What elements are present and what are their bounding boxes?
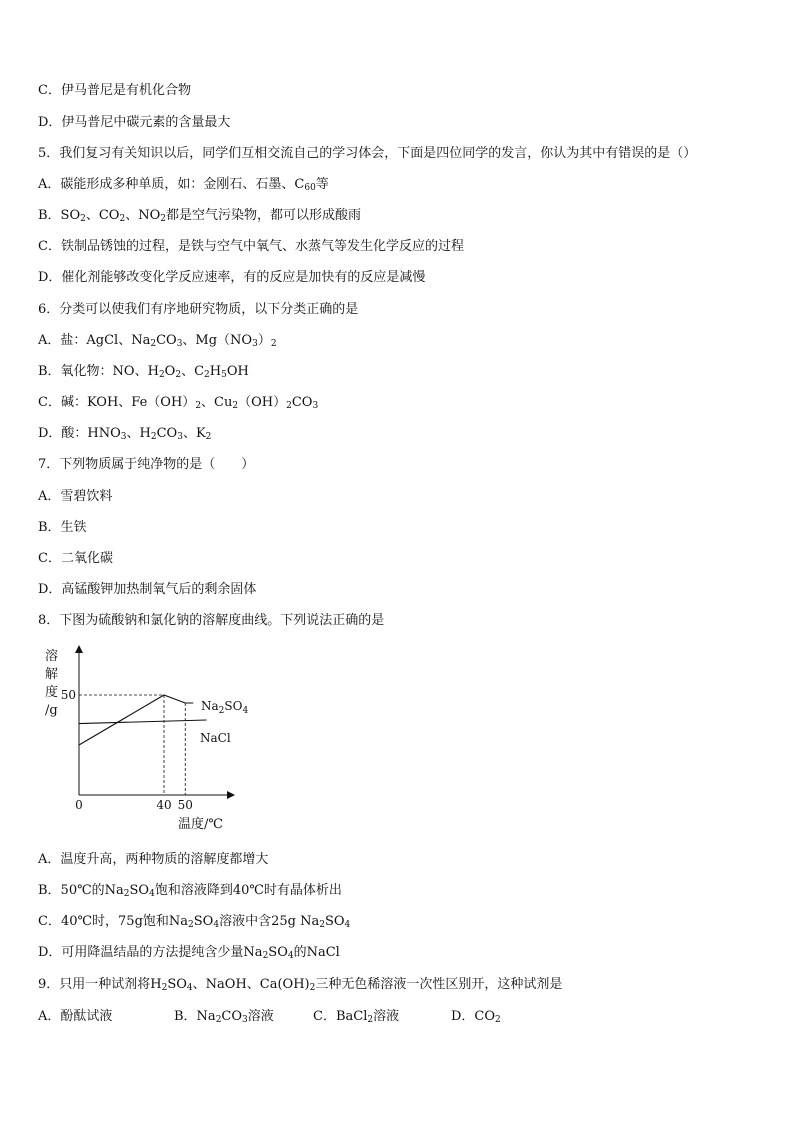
x-tick-label: 50 [177,798,193,812]
q8-option-d: D．可用降温结晶的方法提纯含少量$Na_2SO_4$的NaCl [38,945,340,961]
y-axis-label-char: 溶 [45,649,59,664]
q4-option-c: C．伊马普尼是有机化合物 [38,83,191,98]
q4-option-d: D．伊马普尼中碳元素的含量最大 [38,115,231,130]
question-6: 6．分类可以使我们有序地研究物质，以下分类正确的是 [38,302,359,317]
y-axis-label-char: /g [45,703,58,718]
q7-option-a: A．雪碧饮料 [38,489,113,504]
x-tick-label: 0 [75,798,83,812]
q6-option-d: D．酸：$HNO_3$、$H_2CO_3$、$K_2$ [38,426,212,442]
curves [79,695,207,745]
q9-option-a: A．酚酞试液 [38,1009,113,1024]
solubility-chart [38,645,258,837]
q6-option-a: A．盐：AgCl、$Na_2CO_3$、$Mg(NO_3)_2$ [38,333,277,349]
y-axis-label-char: 解 [45,667,59,682]
question-8: 8．下图为硫酸钠和氯化钠的溶解度曲线。下列说法正确的是 [38,613,385,628]
q9-option-d: D．$CO_2$ [451,1009,501,1025]
q9-options [38,1008,501,1026]
q7-option-c: C．二氧化碳 [38,551,113,566]
series-label-nacl: NaCl [200,731,231,745]
q8-option-c: C．40℃时，75g饱和$Na_2SO_4$溶液中含25g $Na_2SO_4$ [38,914,351,930]
y-tick-label: 50 [60,688,76,702]
question-7: 7．下列物质属于纯净物的是（ ） [38,457,255,472]
q9-option-c: C．BaCl$_2$溶液 [313,1009,400,1025]
q7-option-d: D．高锰酸钾加热制氧气后的剩余固体 [38,582,257,597]
q9-option-b: B．$Na_2CO_3$溶液 [174,1009,274,1025]
q5-option-d: D．催化剂能够改变化学反应速率，有的反应是加快有的反应是减慢 [38,270,426,285]
y-axis-label [45,648,58,718]
q6-option-b: B．氧化物：NO、$H_2O_2$、$C_2H_5OH$ [38,364,249,380]
series-line-nacl [79,720,207,724]
question-5: 5．我们复习有关知识以后，同学们互相交流自己的学习体会，下面是四位同学的发言，你认为其中有错误的是（） [38,146,697,161]
series-line-na2so4 [79,695,185,745]
guide-lines [79,695,185,795]
question-9: 9．只用一种试剂将$H_2SO_4$、NaOH、$Ca(OH)_2$三种无色稀溶液一次性区别开，这种试剂是 [38,977,563,993]
series-label-na2so4: $Na_2SO_4$ [201,699,249,716]
q5-option-a: A．碳能形成多种单质，如：金刚石、石墨、$C_{60}$等 [38,177,329,193]
x-tick-label: 40 [156,798,172,812]
q6-option-c: C．碱：KOH、$Fe(OH)_2$、$Cu_2(OH)_2CO_3$ [38,395,319,411]
q7-option-b: B．生铁 [38,520,87,535]
y-axis-label-char: 度 [45,685,59,700]
q5-option-b: B．$SO_2$、$CO_2$、$NO_2$都是空气污染物，都可以形成酸雨 [38,208,361,224]
x-axis-label: 温度/℃ [178,817,223,832]
q8-option-a: A．温度升高，两种物质的溶解度都增大 [38,852,269,867]
q8-option-b: B．50℃的$Na_2SO_4$饱和溶液降到40℃时有晶体析出 [38,883,342,899]
q5-option-c: C．铁制品锈蚀的过程，是铁与空气中氧气、水蒸气等发生化学反应的过程 [38,239,464,254]
tick-labels [61,688,193,812]
